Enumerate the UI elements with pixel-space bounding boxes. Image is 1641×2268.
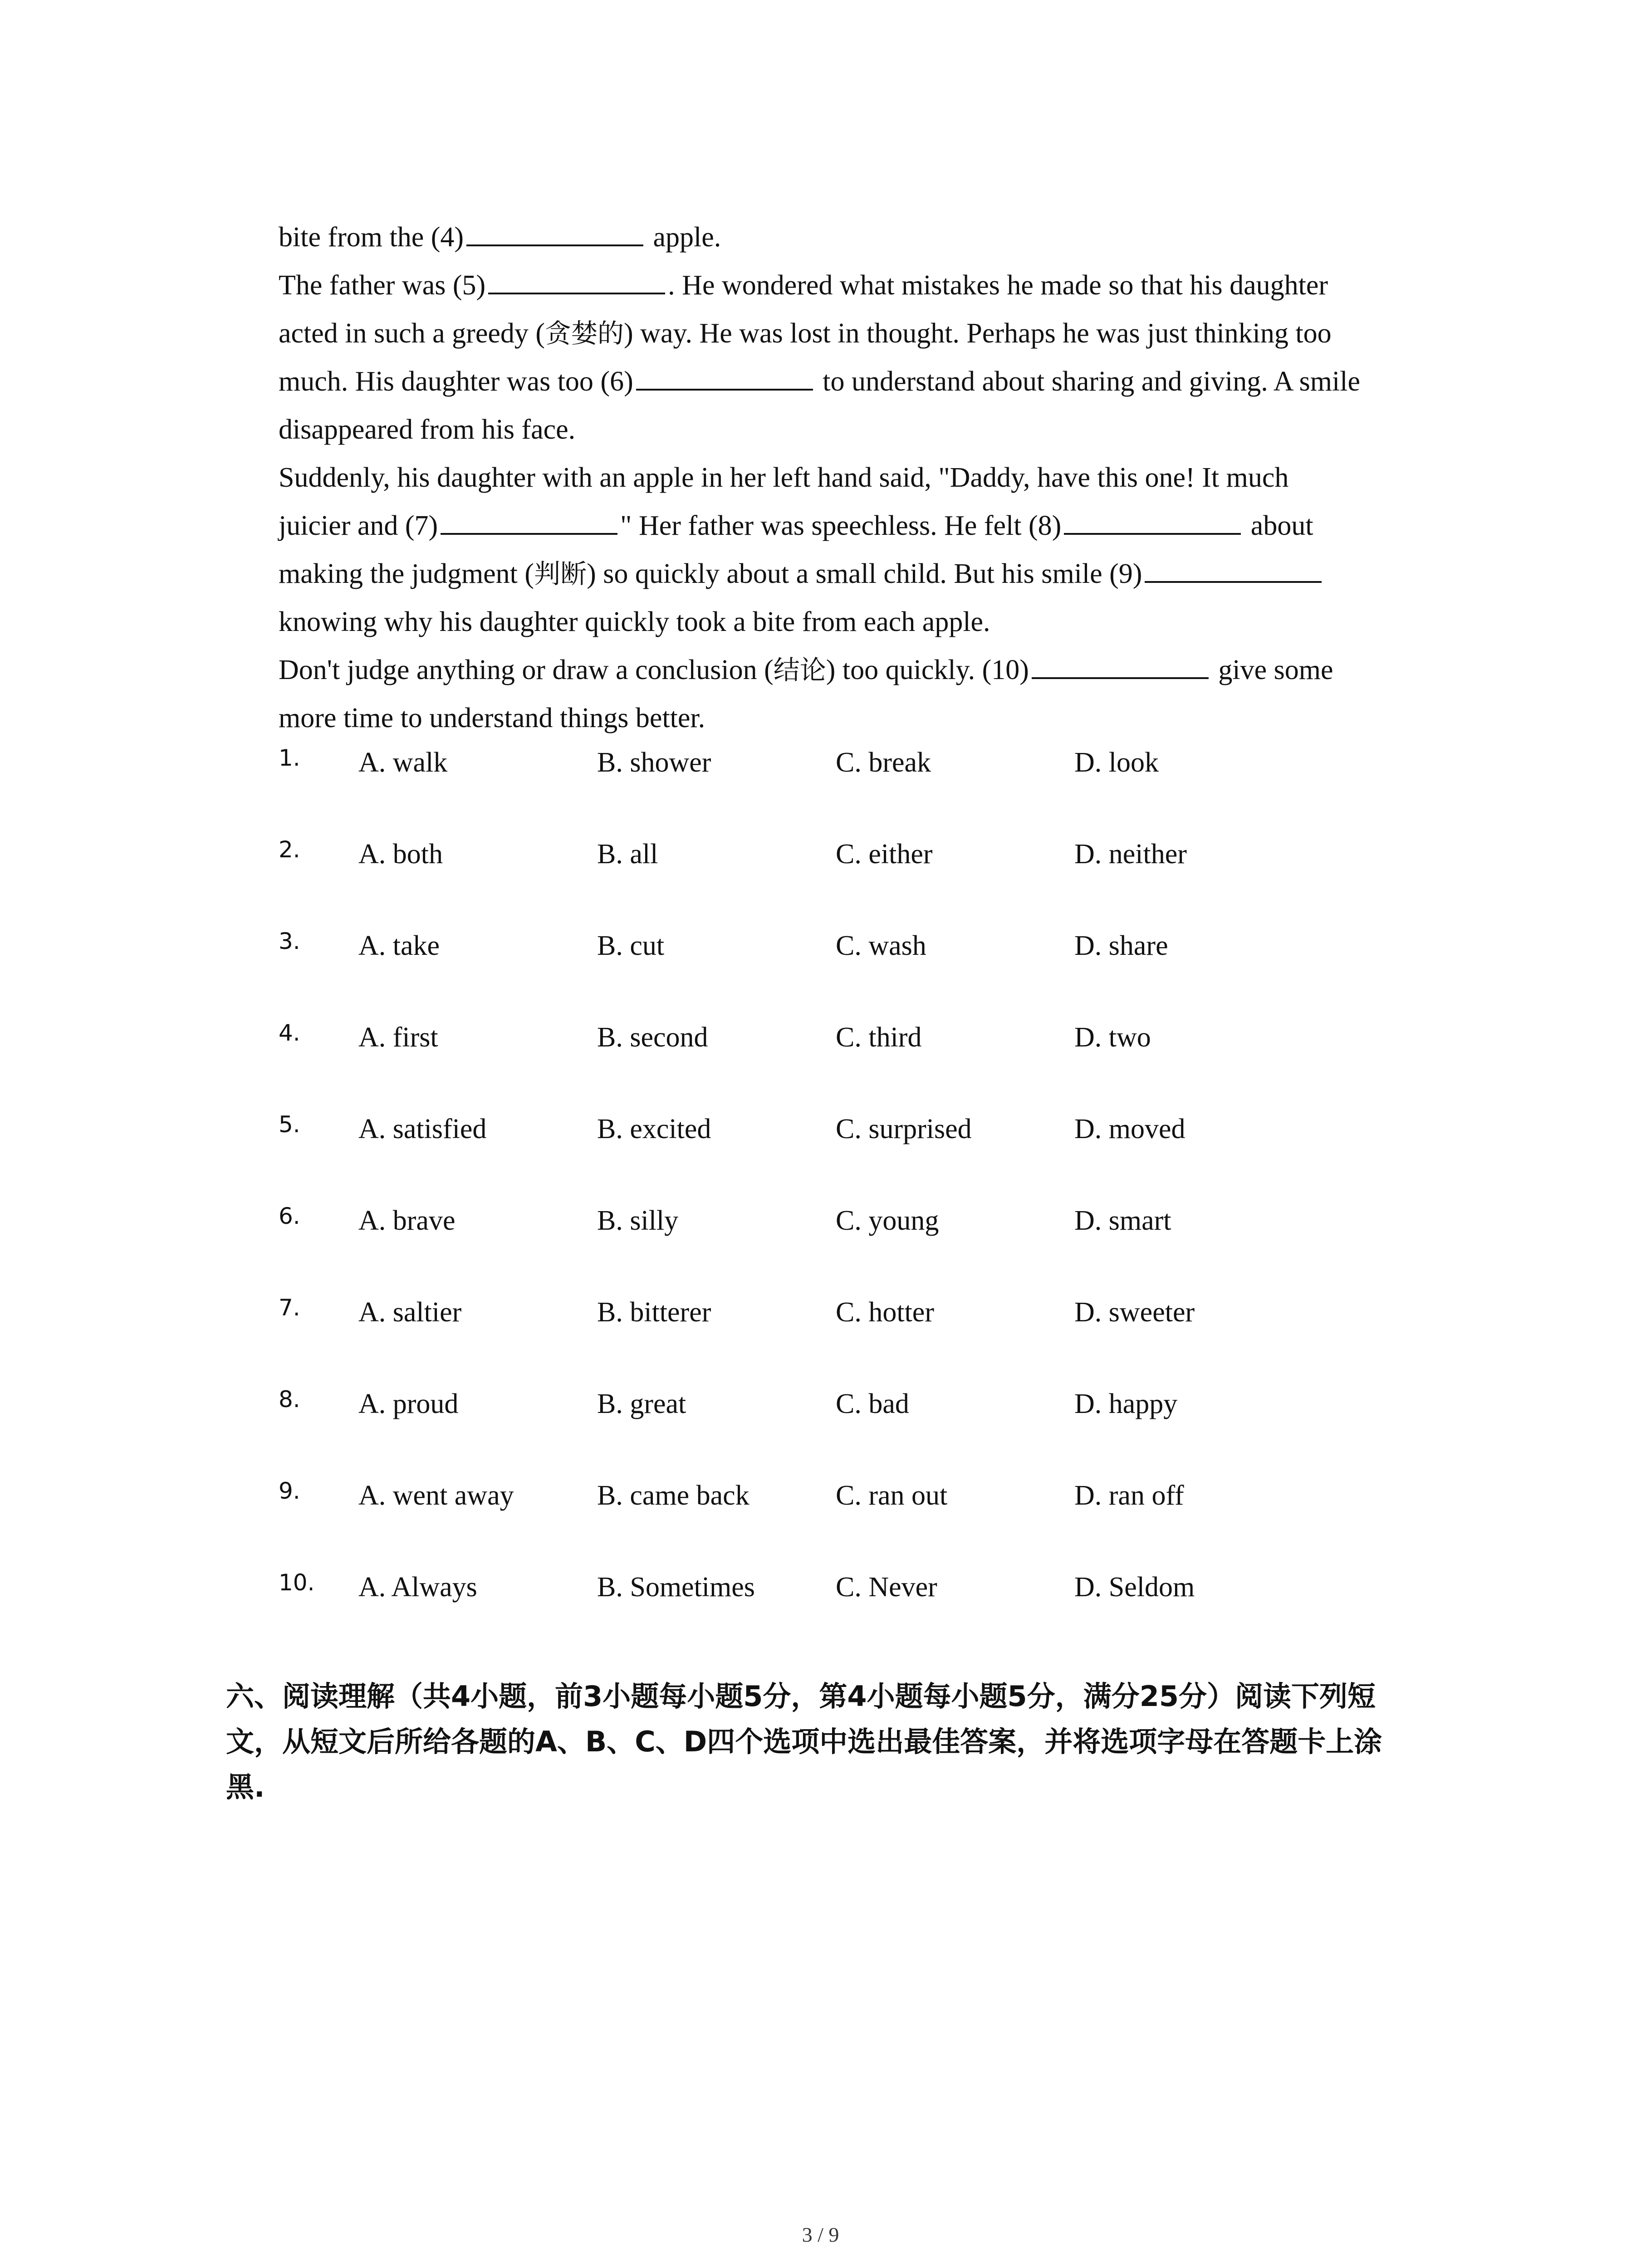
question-number: 2.: [279, 836, 300, 863]
option-b: B. Sometimes: [597, 1572, 755, 1603]
option-d: D. share: [1074, 930, 1168, 961]
option-d: D. Seldom: [1074, 1572, 1195, 1603]
question-number: 9.: [279, 1478, 300, 1504]
option-d: D. moved: [1074, 1114, 1185, 1144]
option-a: A. first: [358, 1022, 438, 1053]
blank-6: [636, 361, 813, 391]
passage-line: [279, 598, 1454, 646]
section-heading-line: 黑.: [226, 1770, 265, 1804]
option-a: A. take: [358, 930, 440, 961]
question-number: 5.: [279, 1111, 300, 1138]
option-b: B. second: [597, 1022, 708, 1053]
question-row: [279, 1376, 1458, 1468]
passage-text: The father was (5): [279, 270, 486, 301]
blank-4: [466, 216, 643, 246]
option-c: C. young: [836, 1205, 939, 1236]
question-row: [279, 735, 1458, 826]
passage-text: . He wondered what mistakes he made so that his daughter: [668, 270, 1328, 301]
passage-text: much. His daughter was too (6): [279, 366, 633, 397]
passage-text: Don't judge anything or draw a conclusion (: [279, 655, 774, 685]
option-d: D. smart: [1074, 1205, 1171, 1236]
chinese-gloss: 判断: [534, 558, 587, 589]
section-six-instructions: [226, 1674, 1451, 1810]
question-number: 1.: [279, 745, 300, 771]
passage-text: ) so quickly about a small child. But his smile (9): [587, 558, 1142, 589]
blank-10: [1032, 649, 1209, 679]
option-b: B. came back: [597, 1480, 749, 1511]
option-c: C. Never: [836, 1572, 937, 1603]
passage-text: apple.: [646, 222, 721, 253]
passage-text: disappeared from his face.: [279, 414, 576, 445]
option-d: D. neither: [1074, 839, 1187, 870]
option-c: C. ran out: [836, 1480, 948, 1511]
option-c: C. third: [836, 1022, 922, 1053]
blank-7: [441, 505, 617, 535]
option-c: C. bad: [836, 1388, 909, 1419]
question-row: [279, 1559, 1458, 1651]
option-b: B. silly: [597, 1205, 679, 1236]
passage-line: [279, 502, 1454, 550]
passage-line: [279, 261, 1454, 309]
question-number: 6.: [279, 1203, 300, 1229]
passage-text: " Her father was speechless. He felt (8): [620, 510, 1062, 541]
passage-text: Suddenly, his daughter with an apple in her left hand said, "Daddy, have this one! It much: [279, 462, 1289, 493]
passage-line: [279, 454, 1454, 502]
question-row: [279, 1468, 1458, 1559]
option-b: B. all: [597, 839, 658, 870]
option-d: D. ran off: [1074, 1480, 1184, 1511]
passage-text: acted in such a greedy (: [279, 318, 545, 349]
passage-text: knowing why his daughter quickly took a bite from each apple.: [279, 606, 990, 637]
page-number: 3 / 9: [802, 2223, 839, 2246]
passage-line: [279, 406, 1454, 454]
option-a: A. proud: [358, 1388, 459, 1419]
question-row: [279, 1010, 1458, 1101]
option-a: A. both: [358, 839, 443, 870]
passage-text: more time to understand things better.: [279, 703, 705, 733]
question-row: [279, 918, 1458, 1010]
question-row: [279, 1101, 1458, 1193]
question-number: 10.: [279, 1569, 315, 1596]
option-d: D. two: [1074, 1022, 1151, 1053]
option-c: C. wash: [836, 930, 926, 961]
passage-line: [279, 550, 1454, 598]
question-number: 7.: [279, 1295, 300, 1321]
option-b: B. shower: [597, 747, 711, 778]
blank-8: [1064, 505, 1241, 535]
option-b: B. cut: [597, 930, 665, 961]
cloze-passage: [279, 213, 1454, 742]
option-b: B. excited: [597, 1114, 711, 1144]
option-c: C. either: [836, 839, 933, 870]
question-number: 4.: [279, 1020, 300, 1046]
option-c: C. surprised: [836, 1114, 972, 1144]
question-row: [279, 826, 1458, 918]
question-number: 3.: [279, 928, 300, 954]
option-a: A. brave: [358, 1205, 456, 1236]
passage-text: ) too quickly. (10): [826, 655, 1029, 685]
chinese-gloss: 结论: [773, 655, 826, 685]
option-a: A. satisfied: [358, 1114, 487, 1144]
question-row: [279, 1193, 1458, 1285]
section-heading-line: 六、阅读理解（共4小题，前3小题每小题5分，第4小题每小题5分，满分25分）阅读下列短: [226, 1680, 1376, 1713]
passage-text: ) way. He was lost in thought. Perhaps he was just thinking too: [624, 318, 1332, 349]
option-a: A. saltier: [358, 1297, 462, 1328]
passage-text: juicier and (7): [279, 510, 438, 541]
question-options-list: [279, 735, 1458, 1651]
option-a: A. went away: [358, 1480, 514, 1511]
option-d: D. sweeter: [1074, 1297, 1195, 1328]
passage-line: [279, 646, 1454, 694]
section-heading-line: 文，从短文后所给各题的A、B、C、D四个选项中选出最佳答案，并将选项字母在答题卡上涂: [226, 1725, 1382, 1758]
option-c: C. hotter: [836, 1297, 934, 1328]
question-row: [279, 1285, 1458, 1376]
option-b: B. bitterer: [597, 1297, 711, 1328]
passage-text: to understand about sharing and giving. A smile: [815, 366, 1360, 397]
chinese-gloss: 贪婪的: [545, 318, 624, 349]
option-b: B. great: [597, 1388, 686, 1419]
option-d: D. look: [1074, 747, 1159, 778]
passage-text: bite from the (4): [279, 222, 464, 253]
passage-text: making the judgment (: [279, 558, 534, 589]
option-d: D. happy: [1074, 1388, 1178, 1419]
passage-line: [279, 213, 1454, 261]
blank-9: [1145, 553, 1322, 583]
option-a: A. Always: [358, 1572, 477, 1603]
blank-5: [488, 264, 665, 294]
option-a: A. walk: [358, 747, 448, 778]
passage-line: [279, 357, 1454, 406]
passage-text: about: [1244, 510, 1313, 541]
question-number: 8.: [279, 1386, 300, 1413]
passage-text: give some: [1211, 655, 1333, 685]
option-c: C. break: [836, 747, 931, 778]
passage-line: [279, 309, 1454, 357]
